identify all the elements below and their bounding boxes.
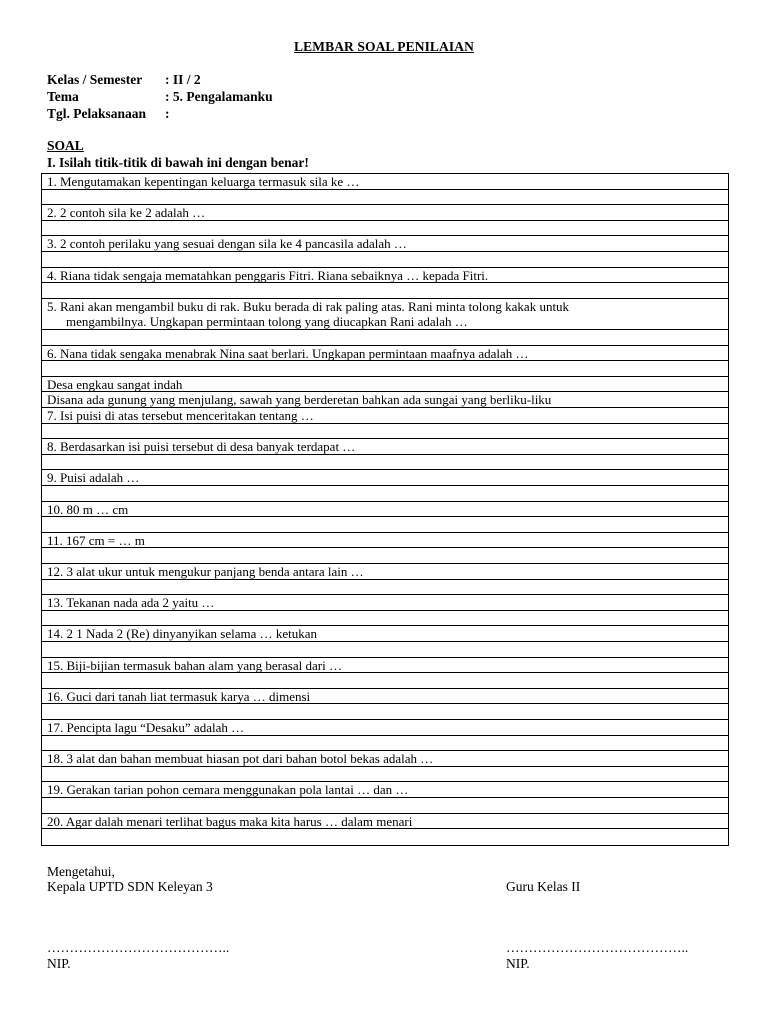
answer-row [42,330,728,346]
kepala-signature-line: ………………………………….. [47,940,230,955]
answer-row [42,283,728,299]
question-text: 18. 3 alat dan bahan membuat hiasan pot dari bahan botol bekas adalah … [47,751,434,767]
answer-row [42,424,728,440]
answer-row [42,455,728,471]
answer-row [42,361,728,377]
question-row [42,814,728,830]
meta-value: : [165,106,170,121]
question-row [42,658,728,674]
answer-row [42,767,728,783]
answer-row [42,798,728,814]
question-text: 12. 3 alat ukur untuk mengukur panjang benda antara lain … [47,564,364,579]
guru-title: Guru Kelas II [506,879,581,894]
question-text: 19. Gerakan tarian pohon cemara menggunakan pola lantai … dan … [47,782,409,798]
meta-label: Kelas / Semester [47,72,143,87]
meta-value: : II / 2 [165,72,201,87]
answer-row [42,580,728,596]
guru-signature-line: ………………………………….. [506,940,689,955]
question-row [42,377,728,393]
page-title: LEMBAR SOAL PENILAIAN [294,39,474,54]
mengetahui-label: Mengetahui, [47,864,115,879]
question-row [42,299,728,330]
question-text: 17. Pencipta lagu “Desaku” adalah … [47,720,245,735]
question-row [42,408,728,424]
meta-row-tanggal [47,105,273,122]
question-row [42,236,728,252]
question-table [41,173,729,846]
guru-nip: NIP. [506,956,530,971]
question-text-continued: mengambilnya. Ungkapan permintaan tolong yang diucapkan Rani adalah … [66,314,468,330]
question-row [42,564,728,580]
question-text: 16. Guci dari tanah liat termasuk karya … dimensi [47,688,311,704]
question-row [42,470,728,486]
question-text: 11. 167 cm = … m [47,532,145,548]
answer-row [42,673,728,689]
question-row [42,205,728,221]
instruction: I. Isilah titik-titik di bawah ini dengan benar! [47,155,309,170]
answer-row [42,221,728,237]
question-text: 9. Puisi adalah … [47,470,140,486]
question-row [42,392,728,408]
question-row [42,751,728,767]
question-text: 10. 80 m … cm [47,501,129,517]
answer-row [42,829,728,845]
meta-row-kelas [47,71,273,88]
question-row [42,502,728,518]
question-row [42,346,728,362]
question-text: 5. Rani akan mengambil buku di rak. Buku berada di rak paling atas. Rani minta tolong kakak untuk [47,298,570,314]
question-row [42,720,728,736]
question-row [42,533,728,549]
question-text: 4. Riana tidak sengaja mematahkan penggaris Fitri. Riana sebaiknya … kepada Fitri. [47,267,489,283]
answer-row [42,486,728,502]
question-text: 15. Biji-bijian termasuk bahan alam yang berasal dari … [47,657,342,673]
answer-row [42,642,728,658]
meta-label: Tgl. Pelaksanaan [47,106,147,121]
question-row [42,626,728,642]
question-text: 2. 2 contoh sila ke 2 adalah … [47,205,206,221]
answer-row [42,736,728,752]
meta-label: Tema [47,89,79,104]
answer-row [42,704,728,720]
question-row [42,174,728,190]
question-text: Desa engkau sangat indah [47,376,183,392]
question-text: 14. 2 1 Nada 2 (Re) dinyanyikan selama … ketukan [47,626,318,642]
question-text: 1. Mengutamakan kepentingan keluarga termasuk sila ke … [47,174,360,189]
answer-row [42,611,728,627]
question-row [42,439,728,455]
question-row [42,782,728,798]
answer-row [42,190,728,206]
kepala-nip: NIP. [47,956,71,971]
question-text: 20. Agar dalah menari terlihat bagus maka kita harus … dalam menari [47,813,413,829]
meta-block [47,71,273,122]
question-text: 3. 2 contoh perilaku yang sesuai dengan sila ke 4 pancasila adalah … [47,236,407,252]
question-row [42,689,728,705]
question-row [42,595,728,611]
meta-value: : 5. Pengalamanku [165,89,273,104]
answer-row [42,548,728,564]
soal-heading: SOAL [47,138,84,153]
question-text: 7. Isi puisi di atas tersebut menceritakan tentang … [47,408,314,423]
kepala-title: Kepala UPTD SDN Keleyan 3 [47,879,213,894]
answer-row [42,517,728,533]
meta-row-tema [47,88,273,105]
question-text: Disana ada gunung yang menjulang, sawah yang berderetan bahkan ada sungai yang berliku-liku [47,392,552,408]
question-row [42,268,728,284]
question-text: 8. Berdasarkan isi puisi tersebut di desa banyak terdapat … [47,439,356,455]
question-text: 13. Tekanan nada ada 2 yaitu … [47,595,215,611]
question-text: 6. Nana tidak sengaka menabrak Nina saat berlari. Ungkapan permintaan maafnya adalah … [47,345,529,361]
answer-row [42,252,728,268]
